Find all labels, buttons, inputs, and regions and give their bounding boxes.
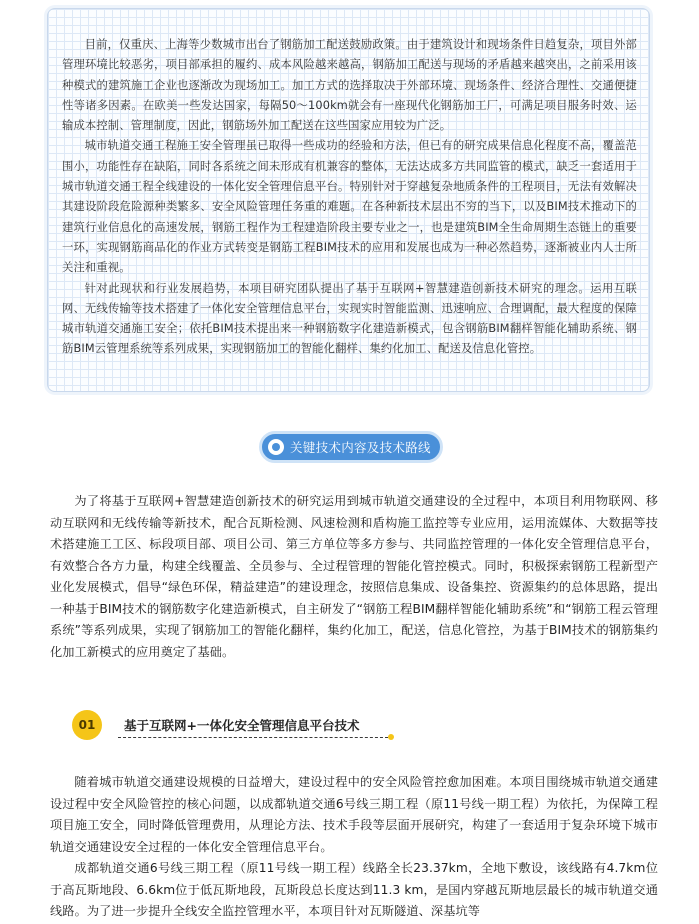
subsection-number-badge: 01 <box>72 710 102 740</box>
section-heading-pill <box>259 431 443 463</box>
intro-paragraph: 针对此现状和行业发展趋势，本项目研究团队提出了基于互联网+智慧建造创新技术研究的理念。运用互联网、无线传输等技术搭建了一体化安全管理信息平台，实现实时智能监测、迅速响应、合理调配，最大程度的保障城市轨道交通施工安全；依托BIM技术提出来一种钢筋数字化建造新模式，包含钢筋BIM翻样智能化辅助系统、钢筋BIM云管理系统等系列成果，实现钢筋加工的智能化翻样、集约化加工、配送及信息化管控。 <box>62 281 637 356</box>
sub-paragraph-2: 成都轨道交通6号线三期工程（原11号线一期工程）线路全长23.37km，全地下敷设，该线路有4.7km位于高瓦斯地段、6.6km位于低瓦斯地段，瓦斯段总长度达到11.3 km，是国内穿越瓦斯地层最长的城市轨道交通线路。为了进一步提升全线安全监控管理水平，本项目针对瓦斯隧道、深基坑等 <box>50 861 658 918</box>
main-paragraph: 为了将基于互联网+智慧建造创新技术的研究运用到城市轨道交通建设的全过程中，本项目利用物联网、移动互联网和无线传输等新技术，配合瓦斯检测、风速检测和盾构施工监控等专业应用，运用流媒体、大数据等技术搭建施工工区、标段项目部、项目公司、第三方单位等多方参与、共同监控管理的一体化安全管理信息平台，有效整合各方力量，构建全线覆盖、全员参与、全过程管理的智能化管控模式。同时，积极探索钢筋工程新型产业化发展模式，倡导“绿色环保，精益建造”的建设理念，按照信息集成、设备集控、资源集约的总体思路，提出一种基于BIM技术的钢筋数字化建造新模式，自主研发了“钢筋工程BIM翻样智能化辅助系统”和“钢筋工程云管理系统”等系列成果，实现了钢筋加工的智能化翻样，集约化加工，配送，信息化管控，为基于BIM技术的钢筋集约化加工新模式的应用奠定了基础。 <box>50 494 658 659</box>
section-title: 关键技术内容及技术路线 <box>290 440 431 455</box>
intro-paragraph: 目前，仅重庆、上海等少数城市出台了钢筋加工配送鼓励政策。由于建筑设计和现场条件日趋复杂，项目外部管理环境比较恶劣，项目部承担的履约、成本风险越来越高，钢筋加工配送与现场的矛盾越来越突出，之前采用该种模式的建筑施工企业也逐渐改为现场加工。加工方式的选择取决于外部环境、现场条件、经济合理性、交通便捷性等诸多因素。在欧美一些发达国家，每隔50～100km就会有一座现代化钢筋加工厂，可满足项目服务时效、运输成本控制、管理制度，因此，钢筋场外加工配送在这些国家应用较为广泛。 <box>62 38 637 133</box>
sub-paragraph-1: 随着城市轨道交通建设规模的日益增大，建设过程中的安全风险管控愈加困难。本项目围绕城市轨道交通建设过程中安全风险管控的核心问题，以成都轨道交通6号线三期工程（原11号线一期工程）为依托，为保障工程项目施工安全，同时降低管理费用，从理论方法、技术手段等层面开展研究，构建了一套适用于复杂环境下城市轨道交通建设安全过程的一体化安全管理信息平台。 <box>50 775 658 854</box>
bullet-circle-icon <box>268 439 284 455</box>
subsection-title: 基于互联网+一体化安全管理信息平台技术 <box>124 718 360 733</box>
intro-paragraph: 城市轨道交通工程施工安全管理虽已取得一些成功的经验和方法，但已有的研究成果信息化程度不高，覆盖范围小，功能性存在缺陷，同时各系统之间未形成有机兼容的整体，无法达成多方共同监管的模式，缺乏一套适用于城市轨道交通工程全线建设的一体化安全管理信息平台。特别针对于穿越复杂地质条件的工程项目，无法有效解决其建设阶段危险源种类繁多、安全风险管理任务重的难题。在各种新技术层出不穷的当下，以及BIM技术推动下的建筑行业信息化的高速发展，钢筋工程作为工程建造阶段主要专业之一，也是建筑BIM全生命周期生态链上的重要一环，实现钢筋商品化的作业方式转变是钢筋工程BIM技术的应用和发展也成为一种必然趋势，逐渐被业内人士所关注和重视。 <box>62 139 637 275</box>
underline-end-dot <box>388 734 394 740</box>
intro-panel <box>47 8 650 392</box>
subsection-heading <box>72 710 402 742</box>
dashed-underline <box>118 737 388 738</box>
